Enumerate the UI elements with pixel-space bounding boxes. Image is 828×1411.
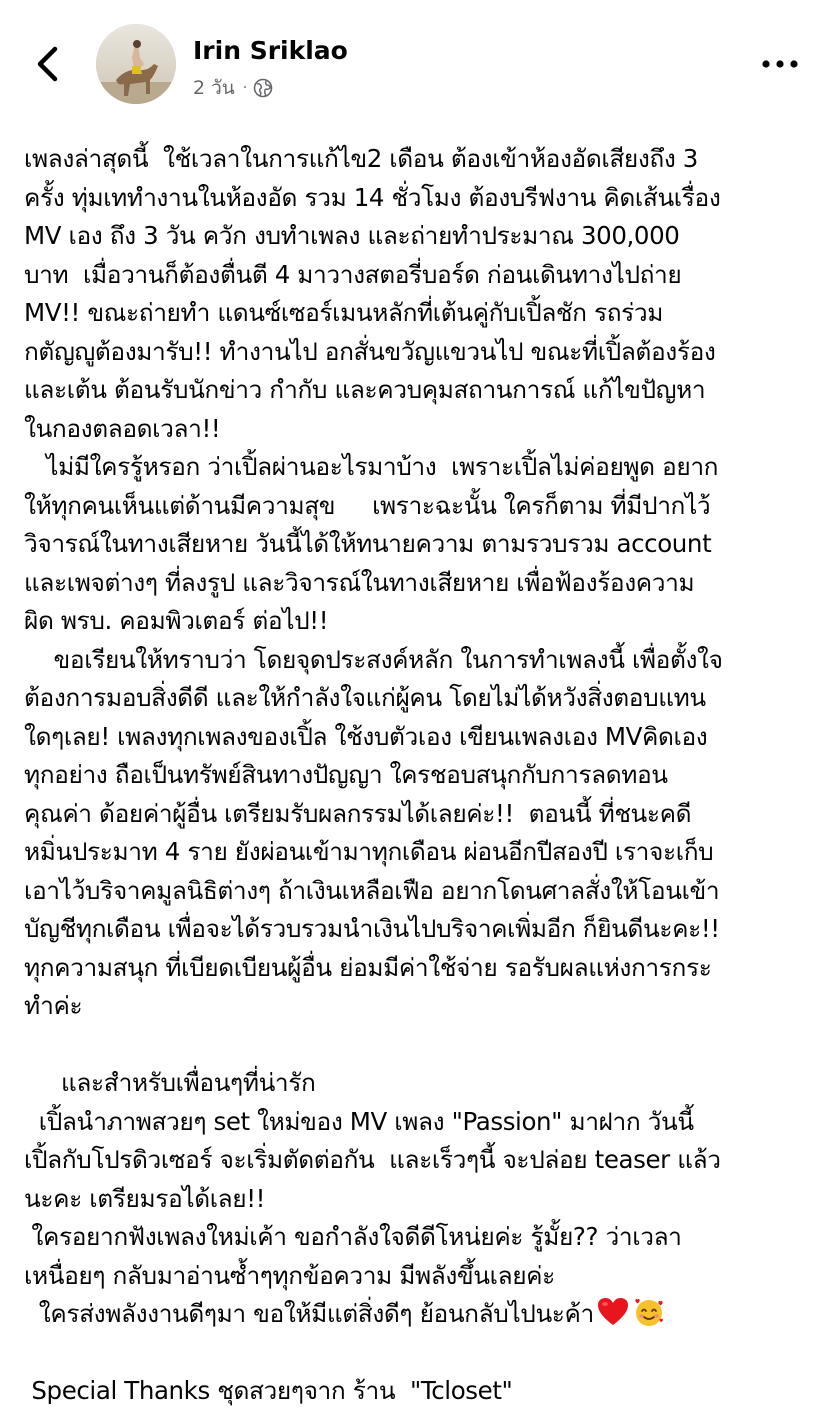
post-text-line-content: ครั้ง ทุ่มเททำงานในห้องอัด รวม 14 ชั่วโมง ต้องบรีฟงาน คิดเส้นเรื่อง: [24, 182, 721, 212]
post-text-line-content: เพลงล่าสุดนี้ ใช้เวลาในการแก้ไข2 เดือน ต้องเข้าห้องอัดเสียงถึง 3: [24, 144, 698, 173]
post-text-line: [24, 179, 814, 218]
post-text-line-content: และสำหรับเพื่อนๆที่น่ารัก: [24, 1068, 316, 1097]
more-options-button[interactable]: [758, 52, 802, 76]
post-text-line-content: ต้องการมอบสิ่งดีดี และให้กำลังใจแก่ผู้คน โดยไม่ได้หวังสิ่งตอบแทน: [24, 683, 706, 712]
post-text-line-content: ทุกอย่าง ถือเป็นทรัพย์สินทางปัญญา ใครชอบสนุกกับการลดทอน: [24, 760, 668, 789]
post-text-line: [24, 256, 814, 295]
post-text-line-content: ให้ทุกคนเห็นแต่ด้านมีความสุข เพราะฉะนั้น ใครก็ตาม ที่มีปากไว้: [24, 490, 711, 520]
post-text-line: [24, 910, 814, 949]
post-text-line-content: ทำค่ะ: [24, 991, 83, 1020]
post-text-line: [24, 602, 814, 641]
post-text-line: [24, 294, 814, 333]
post-text-line-content: MV!! ขณะถ่ายทำ แดนซ์เซอร์เมนหลักที่เต้นคู่กับเปิ้ลชัก รถร่วม: [24, 298, 664, 327]
back-button[interactable]: [28, 44, 68, 84]
post-text-line: [24, 140, 814, 179]
post-text-line-content: ใครส่งพลังงานดีๆมา ขอให้มีแต่สิ่งดีๆ ย้อนกลับไปนะค้า: [24, 1299, 594, 1328]
more-horizontal-icon: [758, 52, 802, 76]
chevron-left-icon: [28, 44, 68, 84]
post-text-line-content: หมิ่นประมาท 4 ราย ยังผ่อนเข้ามาทุกเดือน ผ่อนอีกปีสองปี เราจะเก็บ: [24, 837, 714, 866]
post-text-line-content: กตัญญูต้องมารับ!! ทำงานไป อกสั่นขวัญแขวนไป ขณะที่เปิ้ลต้องร้อง: [24, 336, 716, 366]
post-text-line-content: เอาไว้บริจาคมูลนิธิต่างๆ ถ้าเงินเหลือเฟือ อยากโดนศาลสั่งให้โอนเข้า: [24, 875, 720, 905]
post-text-line: [24, 949, 814, 988]
post-text-line: [24, 1257, 814, 1296]
post-text-line-content: และเต้น ต้อนรับนักข่าว กำกับ และควบคุมสถานการณ์ แก้ไขปัญหา: [24, 375, 706, 404]
avatar-photo: [96, 24, 176, 104]
post-text-line: [24, 1334, 814, 1373]
author-name[interactable]: Irin Sriklao: [193, 36, 348, 65]
post-text-line: [24, 1103, 814, 1142]
post-text-line-content: Special Thanks ชุดสวยๆจาก ร้าน "Tcloset": [24, 1376, 513, 1405]
post-text-line-content: เปิ้ลนำภาพสวยๆ set ใหม่ของ MV เพลง "Passion" มาฝาก วันนี้: [24, 1106, 694, 1136]
post-text-line: [24, 564, 814, 603]
post-text-line: [24, 217, 814, 256]
red-heart-emoji: [596, 1296, 630, 1328]
post-text-line: [24, 1026, 814, 1065]
post-text-line: [24, 1372, 814, 1411]
post-text-line: [24, 333, 814, 372]
post-text-line-content: วิจารณ์ในทางเสียหาย วันนี้ได้ให้ทนายความ ตามรวบรวม account: [24, 529, 712, 558]
post-text-line: [24, 1218, 814, 1257]
post-text-line: [24, 1141, 814, 1180]
meta-separator: ·: [242, 80, 248, 96]
post-text-line-content: เปิ้ลกับโปรดิวเซอร์ จะเริ่มตัดต่อกัน และเร็วๆนี้ จะปล่อย teaser แล้ว: [24, 1145, 721, 1174]
post-text-line-content: คุณค่า ด้อยค่าผู้อื่น เตรียมรับผลกรรมได้เลยค่ะ!! ตอนนี้ ที่ชนะคดี: [24, 798, 692, 828]
post-text-line: [24, 679, 814, 718]
post-text-line: [24, 410, 814, 449]
post-text-line: [24, 487, 814, 526]
post-text-line: [24, 641, 814, 680]
post-text-line-content: ในกองตลอดเวลา!!: [24, 413, 221, 443]
post-text-line: [24, 718, 814, 757]
post-text-line-content: ใดๆเลย! เพลงทุกเพลงของเปิ้ล ใช้งบตัวเอง เขียนเพลงเอง MVคิดเอง: [24, 721, 708, 751]
post-text-line: [24, 795, 814, 834]
post-text-line-content: เหนื่อยๆ กลับมาอ่านซ้ำๆทุกข้อความ มีพลังขึ้นเลยค่ะ: [24, 1260, 555, 1290]
post-text-line: [24, 371, 814, 410]
post-timestamp[interactable]: 2 วัน: [193, 77, 235, 99]
post-text-line-content: นะคะ เตรียมรอได้เลย!!: [24, 1183, 266, 1213]
post-text-line: [24, 987, 814, 1026]
post-header: [0, 0, 828, 125]
post-text-line-content: ขอเรียนให้ทราบว่า โดยจุดประสงค์หลัก ในการทำเพลงนี้ เพื่อตั้งใจ: [24, 644, 723, 674]
post-text-line: [24, 872, 814, 911]
post-text: [24, 140, 814, 1411]
post-text-line-content: บัญชีทุกเดือน เพื่อจะได้รวบรวมนำเงินไปบริจาคเพิ่มอีก ก็ยินดีนะคะ!!: [24, 914, 720, 943]
post-text-line-content: MV เอง ถึง 3 วัน ควัก งบทำเพลง และถ่ายทำประมาณ 300,000: [24, 221, 680, 250]
post-text-line: [24, 756, 814, 795]
author-avatar[interactable]: [96, 24, 176, 104]
globe-icon[interactable]: [253, 78, 273, 98]
post-text-line: [24, 1295, 814, 1334]
post-text-line: [24, 1064, 814, 1103]
post-text-line: [24, 1180, 814, 1219]
post-text-line: [24, 525, 814, 564]
post-text-line: [24, 448, 814, 487]
post-text-line-content: และเพจต่างๆ ที่ลงรูป และวิจารณ์ในทางเสียหาย เพื่อฟ้องร้องความ: [24, 567, 695, 597]
post-text-line-content: ผิด พรบ. คอมพิวเตอร์ ต่อไป!!: [24, 606, 329, 635]
post-text-line-content: ไม่มีใครรู้หรอก ว่าเปิ้ลผ่านอะไรมาบ้าง เพราะเปิ้ลไม่ค่อยพูด อยาก: [24, 452, 719, 481]
post-text-line-content: ทุกความสนุก ที่เบียดเบียนผู้อื่น ย่อมมีค่าใช้จ่าย รอรับผลแห่งการกระ: [24, 952, 712, 982]
post-text-line-content: บาท เมื่อวานก็ต้องตื่นตี 4 มาวางสตอรี่บอร์ด ก่อนเดินทางไปถ่าย: [24, 259, 682, 289]
post-text-line-content: ใครอยากฟังเพลงใหม่เค้า ขอกำลังใจดีดีโหน่ยค่ะ รู้มั้ย?? ว่าเวลา: [24, 1222, 682, 1251]
smiling-face-with-hearts-emoji: [632, 1296, 666, 1328]
post-meta: [193, 74, 273, 102]
post-text-line: [24, 833, 814, 872]
